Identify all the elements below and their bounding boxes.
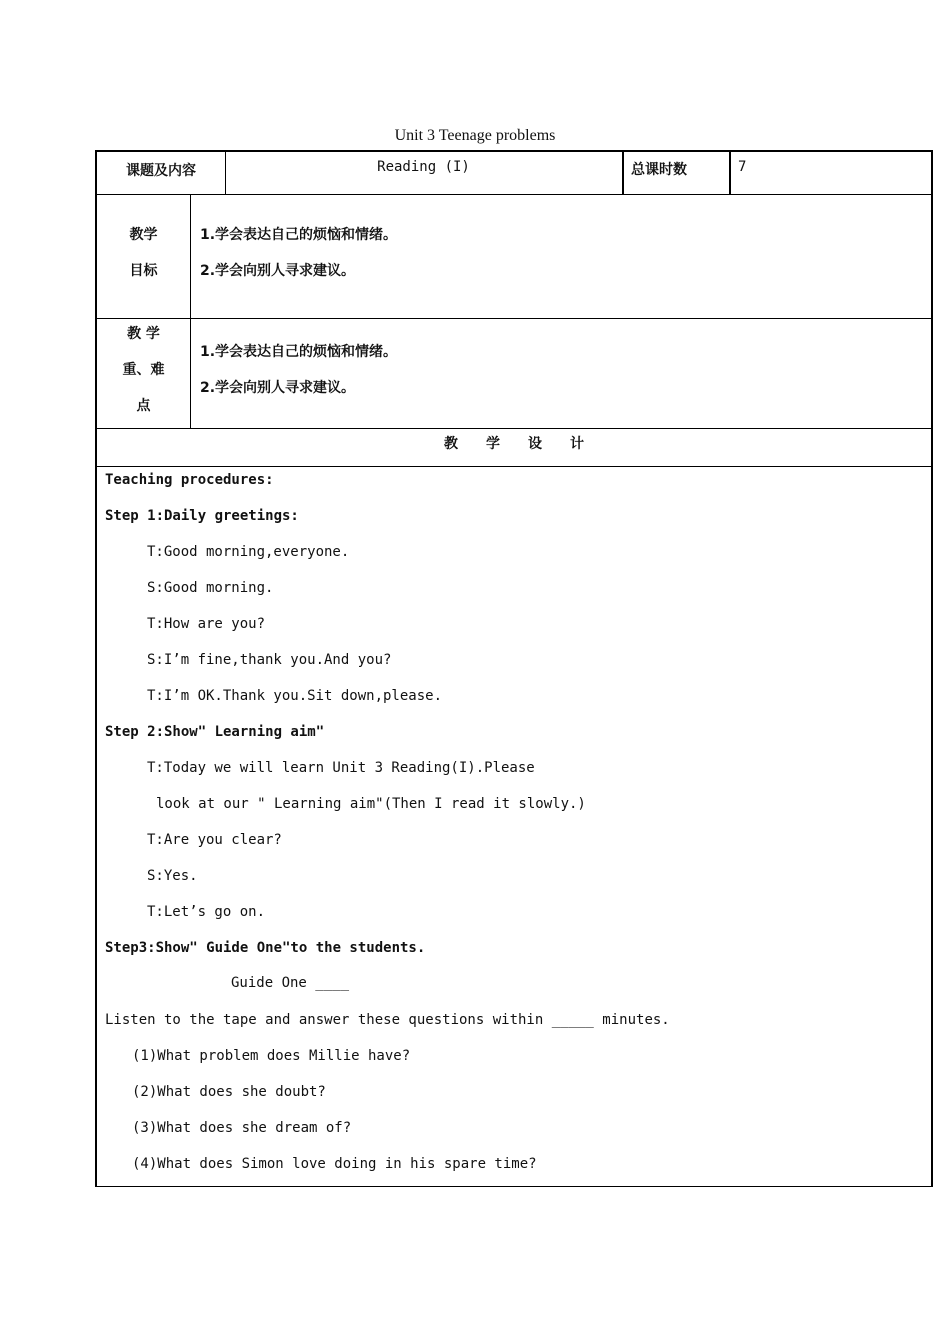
dialogue-line: look at our " Learning aim"(Then I read it slowly.) [156,796,586,812]
dialogue-line: T:Good morning,everyone. [147,544,350,560]
keypoint-item: 2.学会向别人寻求建议。 [200,380,356,396]
design-heading: 教 学 设 计 [444,436,584,452]
row-divider [97,466,931,467]
hours-label: 总课时数 [631,162,687,178]
keypoints-label-line1: 教 学 [127,326,160,342]
document-title: Unit 3 Teenage problems [394,127,556,144]
question-item: (4)What does Simon love doing in his spare time? [132,1156,537,1172]
guide-title: Guide One ____ [231,975,350,991]
objectives-label-line2: 目标 [129,263,158,279]
dialogue-line: T:Are you clear? [147,832,282,848]
column-divider [190,194,191,428]
keypoint-item: 1.学会表达自己的烦恼和情绪。 [200,344,398,360]
question-item: (1)What problem does Millie have? [132,1048,411,1064]
keypoints-label-line3: 点 [136,398,151,414]
column-divider [622,152,624,194]
dialogue-line: T:Today we will learn Unit 3 Reading(I).Please [147,760,535,776]
row-divider [97,318,931,319]
lesson-plan-table [95,150,933,1187]
dialogue-line: S:I’m fine,thank you.And you? [147,652,392,668]
step-heading: Step 1:Daily greetings: [105,508,299,524]
column-divider [729,152,731,194]
row-divider [97,194,931,195]
objective-item: 1.学会表达自己的烦恼和情绪。 [200,227,398,243]
question-item: (3)What does she dream of? [132,1120,352,1136]
question-item: (2)What does she doubt? [132,1084,326,1100]
step-heading: Step3:Show" Guide One"to the students. [105,940,426,956]
row-divider [97,428,931,429]
guide-instruction: Listen to the tape and answer these questions within _____ minutes. [105,1012,670,1028]
dialogue-line: S:Good morning. [147,580,274,596]
topic-value: Reading (I) [377,159,470,175]
objective-item: 2.学会向别人寻求建议。 [200,263,356,279]
hours-value: 7 [738,159,747,175]
step-heading: Step 2:Show" Learning aim" [105,724,325,740]
procedures-heading: Teaching procedures: [105,472,274,488]
dialogue-line: T:Let’s go on. [147,904,266,920]
topic-label: 课题及内容 [126,163,196,179]
dialogue-line: T:How are you? [147,616,266,632]
dialogue-line: S:Yes. [147,868,198,884]
objectives-label-line1: 教学 [129,227,158,243]
dialogue-line: T:I’m OK.Thank you.Sit down,please. [147,688,443,704]
keypoints-label-line2: 重、难 [122,362,165,378]
